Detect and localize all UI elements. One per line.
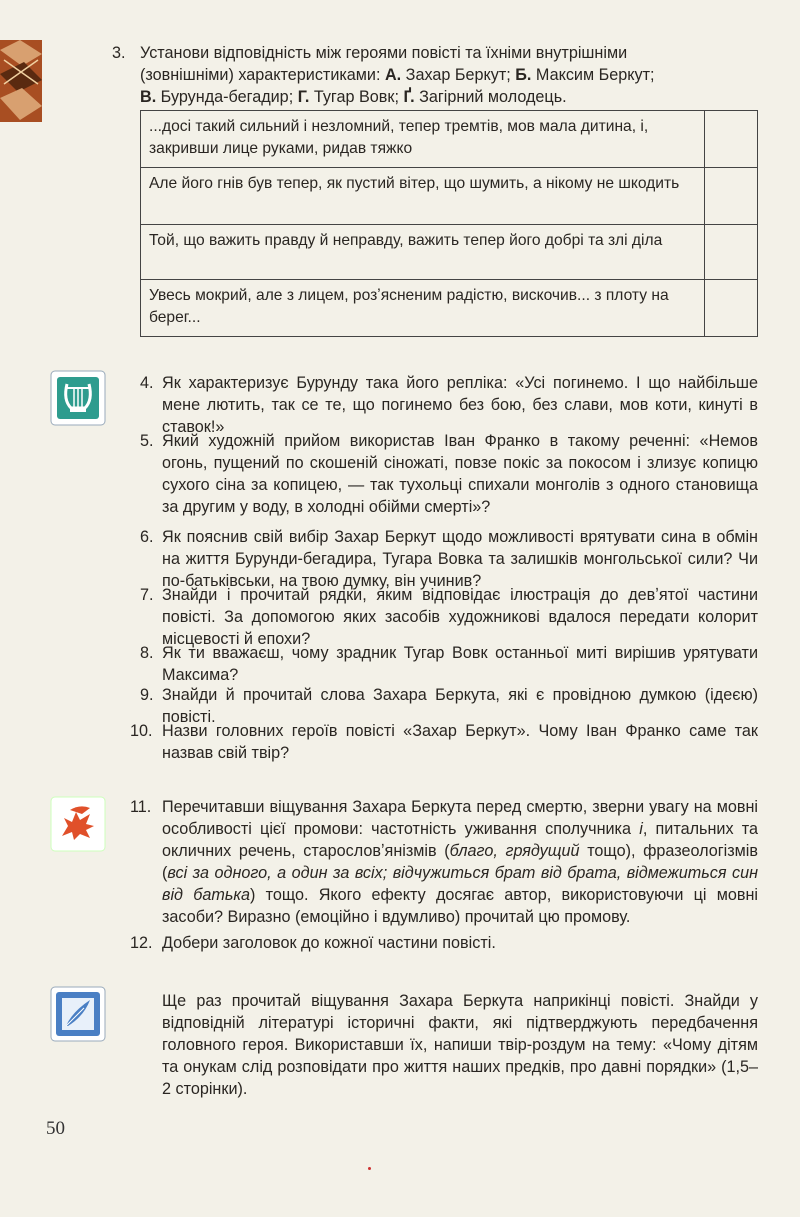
question-5 bbox=[140, 430, 758, 518]
question-number: 7. bbox=[140, 586, 154, 604]
question-10 bbox=[130, 720, 758, 764]
question-text: Як пояснив свій вибір Захар Беркут щодо можливості врятувати сина в обмін на життя Бурунди-бегадира, Тугара Вовка та залишків монгольської сили? Чи по-батьківськи, на твою думку, він учинив? bbox=[162, 528, 758, 590]
table-row bbox=[141, 111, 758, 168]
quote-cell: Але його гнів був тепер, як пустий вітер, що шумить, а нікому не шкодить bbox=[141, 168, 705, 225]
question-number: 9. bbox=[140, 686, 154, 704]
question-11 bbox=[130, 796, 758, 928]
question-text: Установи відповідність між героями повісті та їхніми внутрішніми (зовнішніми) характеристиками: А. Захар Беркут; Б. Максим Беркут; В. Бурунда-бегадир; Г. Тугар Вовк; Ґ. Загірний молодець. bbox=[140, 44, 655, 106]
corner-ornament bbox=[0, 40, 42, 122]
question-number: 11. bbox=[130, 798, 152, 816]
creative-task bbox=[162, 990, 758, 1100]
question-number: 6. bbox=[140, 528, 154, 546]
question-text: Перечитавши віщування Захара Беркута перед смертю, зверни увагу на мовні особливості цієї промови: частотність уживання сполучника і, питальних та окличних речень, старословʼянізмів (благо, грядущий тощо), фразеологізмів (всі за одного, а один за всіх; відчужиться брат від брата, відмежиться син від батька) тощо. Якого ефекту досягає автор, використовуючи ці мовні засоби? Виразно (емоційно і вдумливо) прочитай цю промову. bbox=[162, 798, 758, 926]
question-text: Знайди й прочитай слова Захара Беркута, які є провідною думкою (ідеєю) повісті. bbox=[162, 686, 758, 726]
question-4 bbox=[140, 372, 758, 438]
table-row bbox=[141, 280, 758, 337]
task-text: Ще раз прочитай віщування Захара Беркута наприкінці повісті. Знайди у відповідній літературі історичні факти, які підтверджують передбачення головного героя. Використавши їх, напиши твір-роздум на тему: «Чому дітям та онукам слід розповідати про життя наших предків, про давні порядки» (1,5–2 сторінки). bbox=[162, 992, 758, 1098]
table-row bbox=[141, 168, 758, 225]
question-text: Як характеризує Бурунду така його репліка: «Усі погинемо. І що найбільше мене лютить, так се те, що погинемо без бою, без слави, мов коти, кинуті в ставок!» bbox=[162, 374, 758, 436]
table-row bbox=[141, 225, 758, 280]
answer-cell[interactable] bbox=[705, 168, 758, 225]
question-text: Який художній прийом використав Іван Франко в такому реченні: «Немов огонь, пущений по скошеній сіножаті, повзе покіс за покосом і злизує копицю сухого сіна за копицею, — так тухольці спихали монголів з одного становища за другим у воду, в холодні обійми смерті»? bbox=[162, 432, 758, 516]
quote-cell: Увесь мокрий, але з лицем, розʼясненим радістю, вискочив... з плоту на берег... bbox=[141, 280, 705, 337]
question-12 bbox=[130, 932, 758, 954]
question-text: Як ти вважаєш, чому зрадник Тугар Вовк останньої миті вирішив урятувати Максима? bbox=[162, 644, 758, 684]
question-text: Знайди і прочитай рядки, яким відповідає ілюстрація до девʼятої частини повісті. За допомогою яких засобів художникові вдалося передати колорит місцевості й епохи? bbox=[162, 586, 758, 648]
page-number: 50 bbox=[46, 1118, 65, 1139]
matching-table bbox=[140, 110, 758, 337]
quote-cell: ...досі такий сильний і незломний, тепер тремтів, мов мала дитина, і, закривши лице руками, ридав тяжко bbox=[141, 111, 705, 168]
question-number: 3. bbox=[112, 44, 126, 62]
winged-horse-icon bbox=[50, 796, 106, 852]
question-number: 8. bbox=[140, 644, 154, 662]
question-text: Добери заголовок до кожної частини повісті. bbox=[162, 934, 496, 952]
answer-cell[interactable] bbox=[705, 225, 758, 280]
quill-icon bbox=[50, 986, 106, 1042]
question-number: 12. bbox=[130, 934, 153, 952]
question-3 bbox=[112, 42, 760, 108]
answer-cell[interactable] bbox=[705, 111, 758, 168]
question-7 bbox=[140, 584, 758, 650]
lyre-icon bbox=[50, 370, 106, 426]
question-8 bbox=[140, 642, 758, 686]
quote-cell: Той, що важить правду й неправду, важить тепер його добрі та злі діла bbox=[141, 225, 705, 280]
question-number: 10. bbox=[130, 722, 153, 740]
question-text: Назви головних героїв повісті «Захар Беркут». Чому Іван Франко саме так назвав свій твір? bbox=[162, 722, 758, 762]
question-number: 5. bbox=[140, 432, 154, 450]
question-number: 4. bbox=[140, 374, 154, 392]
print-dot bbox=[368, 1167, 371, 1170]
answer-cell[interactable] bbox=[705, 280, 758, 337]
question-6 bbox=[140, 526, 758, 592]
